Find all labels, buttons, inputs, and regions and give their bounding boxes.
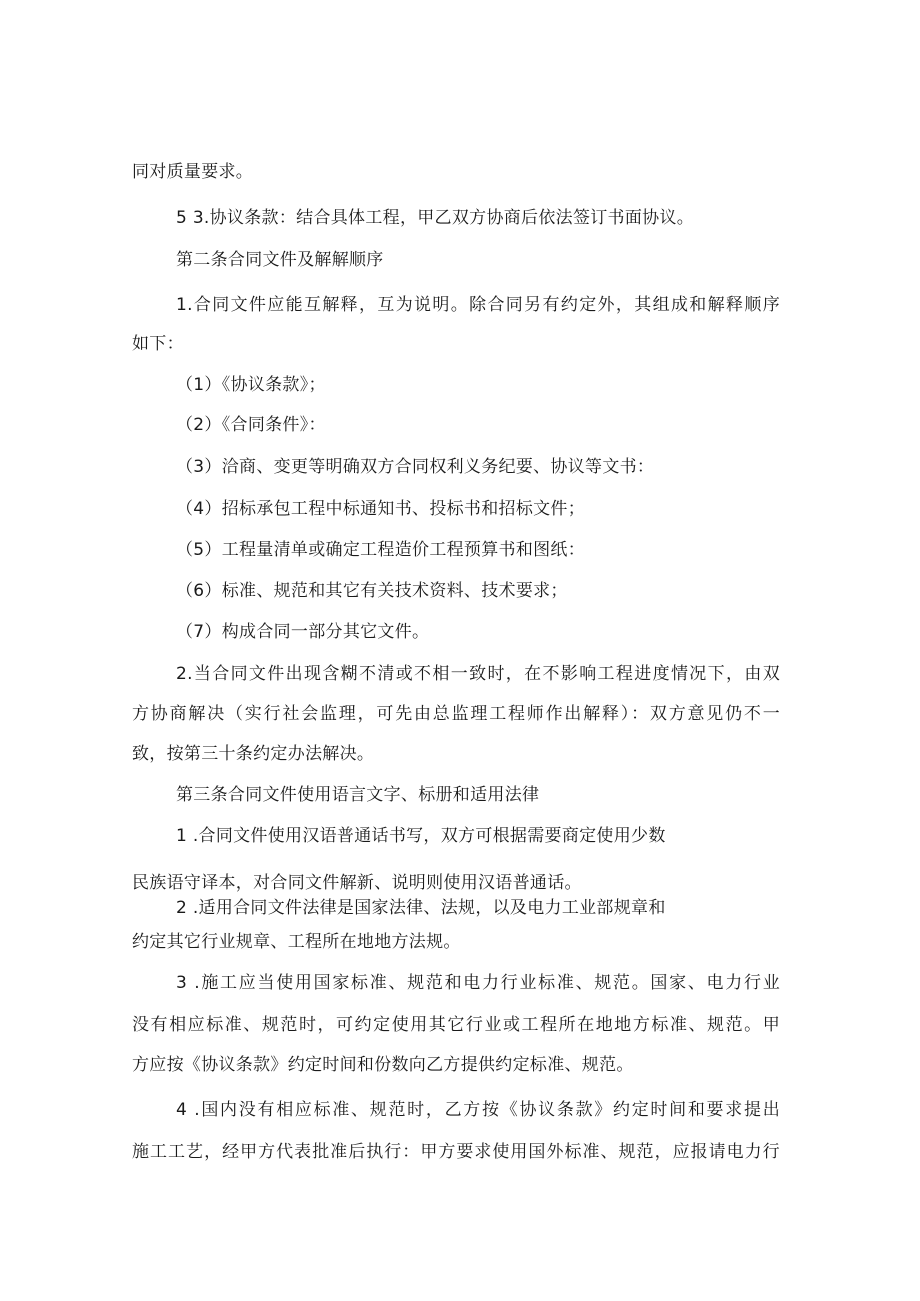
- text-line: 致，按第三十条约定办法解决。: [132, 744, 375, 764]
- text-line: 5 3.协议条款：结合具体工程，甲乙双方协商后依法签订书面协议。: [176, 208, 695, 228]
- list-item: （2）《合同条件》：: [176, 415, 326, 435]
- list-item: （5）工程量清单或确定工程造价工程预算书和图纸：: [176, 540, 586, 560]
- list-item: （4）招标承包工程中标通知书、投标书和招标文件；: [176, 499, 586, 519]
- list-item: （3）洽商、变更等明确双方合同权利义务纪要、协议等文书：: [176, 457, 655, 477]
- text-line: 2 .适用合同文件法律是国家法律、法规，以及电力工业部规章和: [176, 898, 666, 918]
- text-line: 1 .合同文件使用汉语普通话书写，双方可根据需要商定使用少数: [176, 826, 666, 846]
- text-line: 同对质量要求。: [132, 162, 254, 182]
- text-line: 约定其它行业规章、工程所在地地方法规。: [132, 932, 461, 952]
- text-line: 2.当合同文件出现含糊不清或不相一致时，在不影响工程进度情况下，由双: [176, 664, 780, 684]
- text-line: 1.合同文件应能互解释，互为说明。除合同另有约定外，其组成和解释顺序: [176, 295, 780, 315]
- text-line: 3 .施工应当使用国家标准、规范和电力行业标准、规范。国家、电力行业: [176, 973, 780, 993]
- text-line: 民族语守译本，对合同文件解新、说明则使用汉语普通话。: [132, 873, 582, 893]
- text-line: 方协商解决（实行社会监理，可先由总监理工程师作出解释）：双方意见仍不一: [132, 704, 780, 724]
- text-line: 方应按《协议条款》约定时间和份数向乙方提供约定标准、规范。: [132, 1055, 634, 1075]
- section-heading: 第二条合同文件及解解顺序: [176, 250, 384, 270]
- text-line: 没有相应标准、规范时，可约定使用其它行业或工程所在地地方标准、规范。甲: [132, 1015, 780, 1035]
- text-line: 施工工艺，经甲方代表批准后执行：甲方要求使用国外标准、规范，应报请电力行: [132, 1142, 780, 1162]
- section-heading: 第三条合同文件使用语言文字、标册和适用法律: [176, 785, 540, 805]
- text-line: 如下：: [132, 334, 184, 354]
- list-item: （1）《协议条款》；: [176, 375, 326, 395]
- list-item: （6）标准、规范和其它有关技术资料、技术要求；: [176, 581, 568, 601]
- list-item: （7）构成合同一部分其它文件。: [176, 622, 430, 642]
- text-line: 4 .国内没有相应标准、规范时，乙方按《协议条款》约定时间和要求提出: [176, 1100, 780, 1120]
